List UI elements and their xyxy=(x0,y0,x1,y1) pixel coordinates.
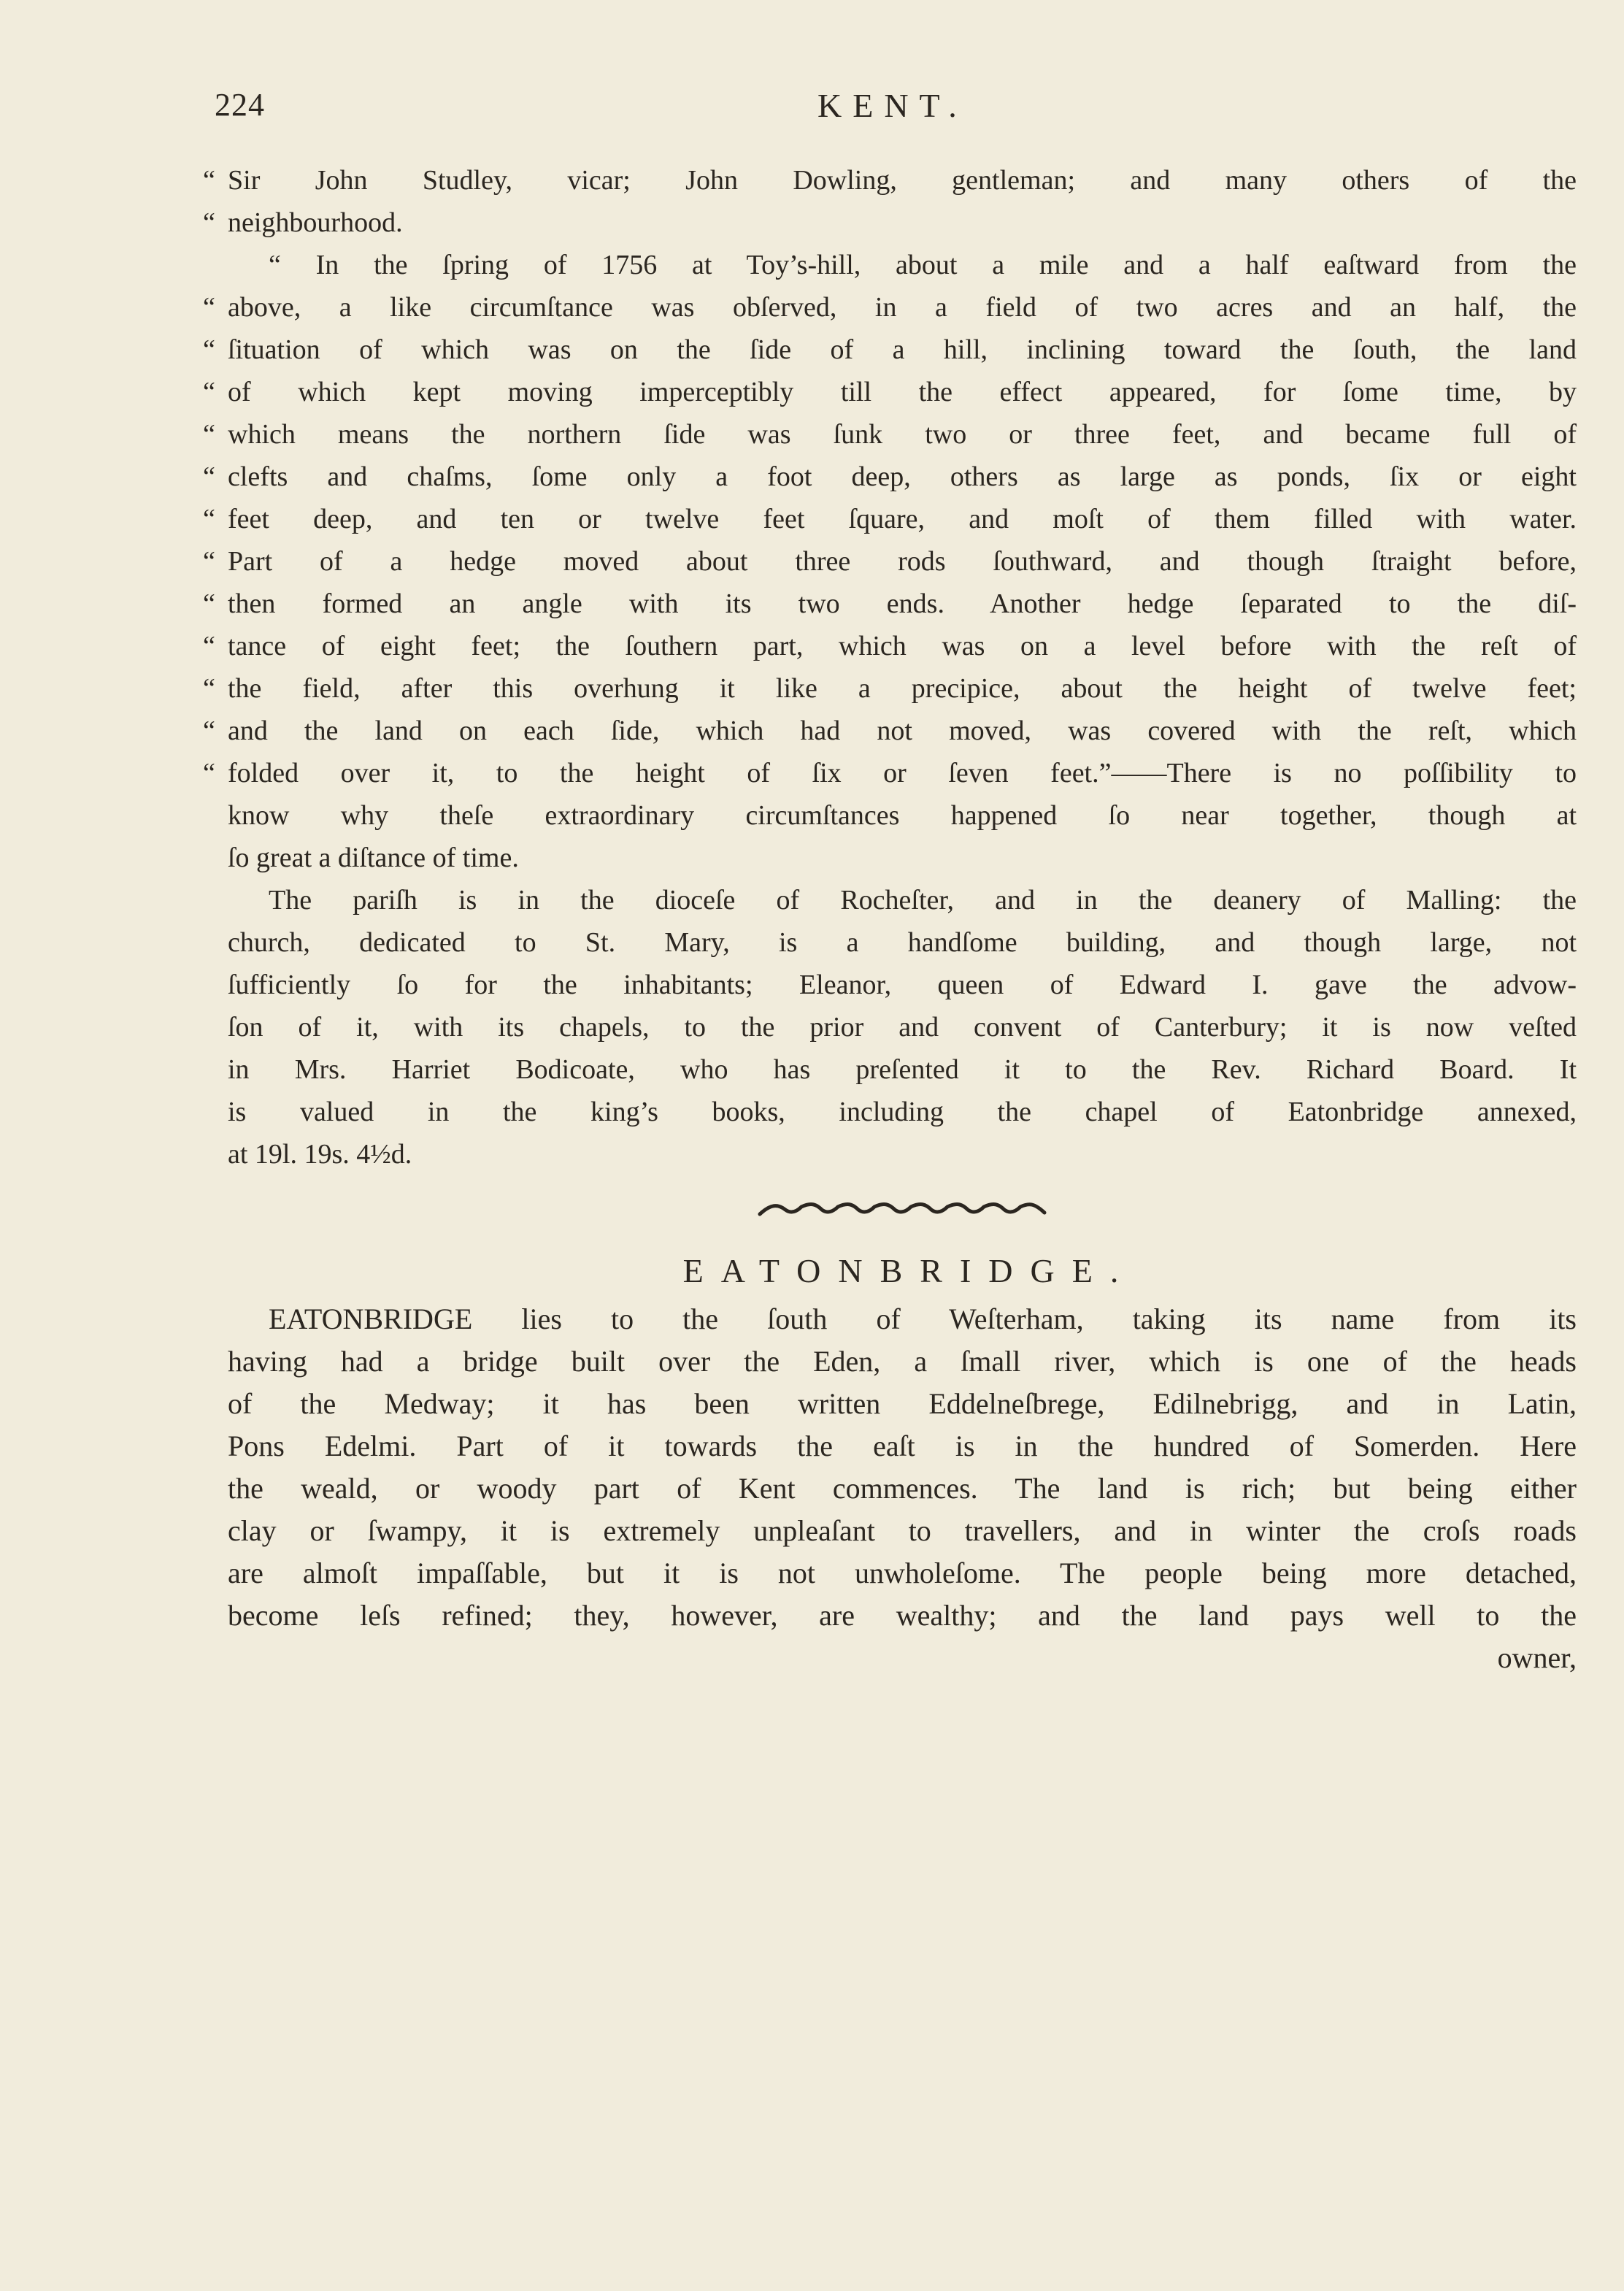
text-block xyxy=(203,159,1577,1679)
text-line: “ Part of a hedge moved about three rods ſouthward, and though ſtraight before, xyxy=(203,546,1577,577)
text-line: “ Sir John Studley, vicar; John Dowling, gentleman; and many others of the xyxy=(203,165,1577,196)
text-line: having had a bridge built over the Eden, a ſmall river, which is one of the heads xyxy=(228,1345,1577,1378)
ornament-divider xyxy=(228,1175,1577,1246)
catchword: owner, xyxy=(1497,1641,1577,1674)
text-line: know why theſe extraordinary circumſtances happened ſo near together, though at xyxy=(228,800,1577,831)
text-line: “ of which kept moving imperceptibly till the effect appeared, for ſome time, by xyxy=(203,377,1577,407)
text-line: are almoſt impaſſable, but it is not unwholeſome. The people being more detached, xyxy=(228,1557,1577,1589)
text-line: “ and the land on each ſide, which had not moved, was covered with the reſt, which xyxy=(203,715,1577,746)
page-header xyxy=(0,86,1624,137)
text-line: “ ſituation of which was on the ſide of a hill, inclining toward the ſouth, the land xyxy=(203,334,1577,365)
text-line: “ feet deep, and ten or twelve feet ſquare, and moſt of them filled with water. xyxy=(203,504,1577,534)
text-line: “ neighbourhood. xyxy=(203,207,403,238)
text-line: Pons Edelmi. Part of it towards the eaſt is in the hundred of Somerden. Here xyxy=(228,1430,1577,1462)
text-line: The pariſh is in the dioceſe of Rocheſter, and in the deanery of Malling: the xyxy=(269,885,1577,916)
text-line: ſufficiently ſo for the inhabitants; Eleanor, queen of Edward I. gave the advow- xyxy=(228,970,1577,1000)
text-line: “ In the ſpring of 1756 at Toy’s-hill, about a mile and a half eaſtward from the xyxy=(269,250,1577,280)
text-line: “ above, a like circumſtance was obſerved, in a field of two acres and an half, the xyxy=(203,292,1577,323)
text-line: “ then formed an angle with its two ends. Another hedge ſeparated to the diſ- xyxy=(203,588,1577,619)
text-line: of the Medway; it has been written Eddelneſbrege, Edilnebrigg, and in Latin, xyxy=(228,1387,1577,1420)
text-line: ſon of it, with its chapels, to the prior and convent of Canterbury; it is now veſted xyxy=(228,1012,1577,1043)
text-line: is valued in the king’s books, including the chapel of Eatonbridge annexed, xyxy=(228,1097,1577,1127)
page-number: 224 xyxy=(215,87,265,123)
text-line: church, dedicated to St. Mary, is a handſome building, and though large, not xyxy=(228,927,1577,958)
text-line: “ folded over it, to the height of ſix or ſeven feet.”——There is no poſſibility to xyxy=(203,758,1577,788)
section-title: EATONBRIDGE. xyxy=(682,1252,1136,1289)
text-line: in Mrs. Harriet Bodicoate, who has preſented it to the Rev. Richard Board. It xyxy=(228,1054,1577,1085)
text-line: clay or ſwampy, it is extremely unpleaſant to travellers, and in winter the croſs roads xyxy=(228,1514,1577,1547)
running-head: KENT. xyxy=(817,87,968,124)
text-line: become leſs refined; they, however, are wealthy; and the land pays well to the xyxy=(228,1599,1577,1632)
text-line: the weald, or woody part of Kent commences. The land is rich; but being either xyxy=(228,1472,1577,1505)
wave-ornament-icon xyxy=(756,1200,1048,1221)
text-line: “ which means the northern ſide was ſunk two or three feet, and became full of xyxy=(203,419,1577,450)
text-line: “ tance of eight feet; the ſouthern part, which was on a level before with the reſt of xyxy=(203,631,1577,661)
text-line: “ the field, after this overhung it like a precipice, about the height of twelve feet; xyxy=(203,673,1577,704)
text-line: EATONBRIDGE lies to the ſouth of Weſterham, taking its name from its xyxy=(269,1302,1577,1335)
text-line: ſo great a diſtance of time. xyxy=(228,843,519,873)
text-line: at 19l. 19s. 4½d. xyxy=(228,1139,412,1170)
text-line: “ clefts and chaſms, ſome only a foot deep, others as large as ponds, ſix or eight xyxy=(203,461,1577,492)
